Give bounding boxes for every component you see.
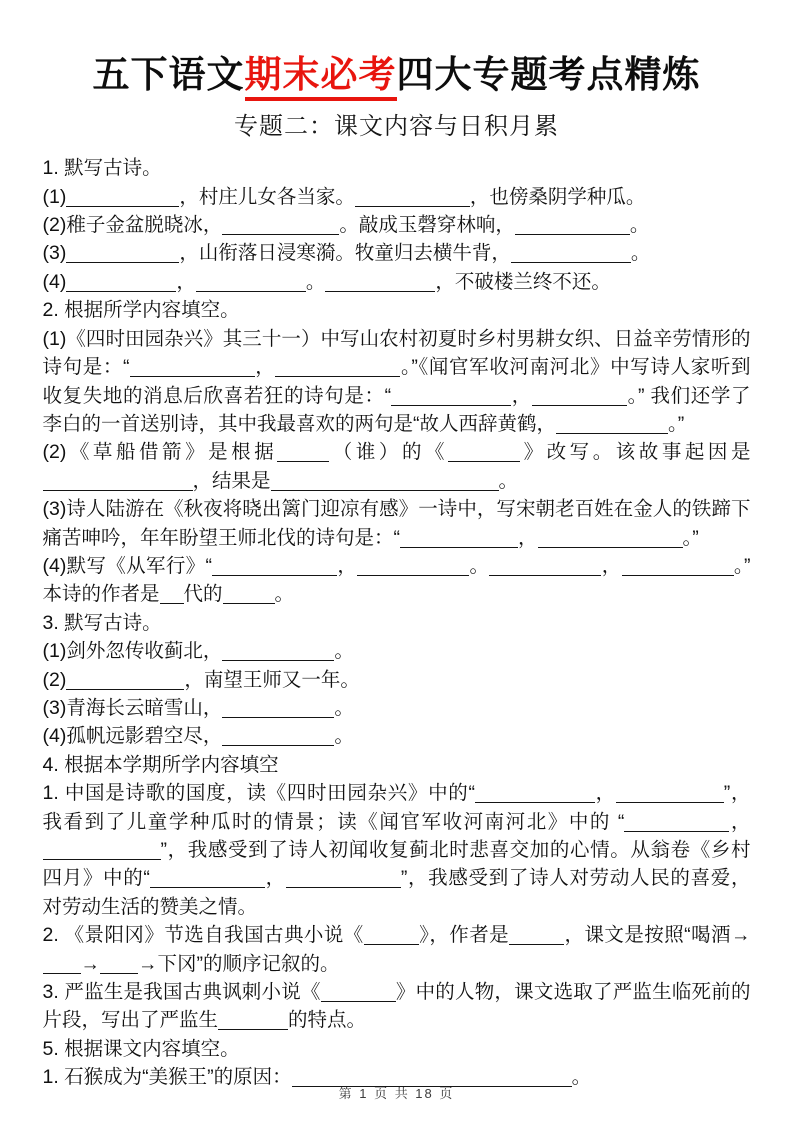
question-line xyxy=(43,268,751,296)
fill-in-blank xyxy=(43,841,161,861)
fill-in-blank xyxy=(532,386,627,406)
text-run: (3) xyxy=(42,242,67,265)
fill-in-blank xyxy=(538,528,683,548)
text-run: 。 xyxy=(334,725,354,748)
text-run: (2) xyxy=(42,668,67,691)
text-run: ， xyxy=(264,867,286,890)
fill-in-blank xyxy=(364,926,419,946)
text-run: 。 xyxy=(469,554,490,577)
text-run: 。” 本诗的作者是 xyxy=(42,554,751,606)
question-line xyxy=(43,438,751,495)
fill-in-blank xyxy=(222,698,334,718)
text-run: ，不破楼兰终不还。 xyxy=(435,270,611,293)
text-run: ”，我看到了儿童学种瓜时的情景；读《闻官军收河南河北》中的 “ xyxy=(42,782,751,833)
title-prefix: 五下语文 xyxy=(92,54,245,95)
text-run: ， xyxy=(601,554,622,577)
text-run: 。 xyxy=(274,583,295,606)
text-run: 。 xyxy=(571,1066,592,1089)
question-line xyxy=(43,552,751,609)
text-run: 4. 根据本学期所学内容填空 xyxy=(42,753,279,776)
fill-in-blank xyxy=(275,358,400,378)
text-run: 1. 中国是诗歌的国度，读《四时田园杂兴》中的“ xyxy=(42,782,475,805)
question-line xyxy=(43,325,751,439)
text-run: ， xyxy=(176,270,196,293)
text-run: ， xyxy=(594,782,616,805)
text-run: ，也傍桑阴学种瓜。 xyxy=(469,185,646,208)
text-run: ”，我感受到了诗人初闻收复蓟北时悲喜交加的心情。从翁卷《乡村四月》中的“ xyxy=(42,839,751,890)
text-run: 。” 我们还学了李白的一首送别诗，其中我最喜欢的两句是“故人西辞黄鹤， xyxy=(42,384,751,435)
fill-in-blank xyxy=(509,926,564,946)
question-line xyxy=(43,637,751,665)
fill-in-blank xyxy=(222,642,334,662)
question-line xyxy=(43,296,751,324)
fill-in-blank xyxy=(448,443,520,463)
text-run: ，课文是按照“喝酒→ xyxy=(564,924,751,947)
fill-in-blank xyxy=(556,414,668,434)
text-run: ， xyxy=(254,356,276,379)
fill-in-blank xyxy=(616,784,724,804)
page-number-footer: 第 1 页 共 18 页 xyxy=(338,1086,455,1101)
text-run: ， xyxy=(337,554,358,577)
fill-in-blank xyxy=(286,869,401,889)
fill-in-blank xyxy=(622,556,734,576)
text-run: 。”《闻官军收河南河北》中写诗人家听到收复失地的消息后欣喜若狂的诗句是：“ xyxy=(42,356,751,407)
text-run: 。 xyxy=(305,270,326,293)
text-run: ， xyxy=(511,384,532,407)
fill-in-blank xyxy=(222,216,339,236)
text-run: (4)孤帆远影碧空尽， xyxy=(42,725,223,748)
fill-in-blank xyxy=(66,187,179,207)
question-line xyxy=(43,609,751,637)
text-run: ，村庄儿女各当家。 xyxy=(179,185,355,208)
fill-in-blank xyxy=(624,812,729,832)
text-run: 。 xyxy=(498,469,519,492)
fill-in-blank xyxy=(391,386,511,406)
fill-in-blank xyxy=(271,471,499,491)
question-line xyxy=(43,183,751,211)
page-subtitle: 专题二：课文内容与日积月累 xyxy=(234,113,559,141)
question-line xyxy=(43,495,751,552)
fill-in-blank xyxy=(511,244,631,264)
fill-in-blank xyxy=(400,528,518,548)
question-line xyxy=(43,751,751,779)
text-run: 。” xyxy=(682,526,699,549)
fill-in-blank xyxy=(100,954,138,974)
title-highlight: 期末必考 xyxy=(245,54,397,101)
question-line xyxy=(43,978,751,1035)
text-run: 。 xyxy=(630,242,651,265)
text-run: 》，作者是 xyxy=(418,924,510,947)
question-line xyxy=(43,666,751,694)
question-line xyxy=(43,1035,751,1063)
text-run: (2)稚子金盆脱晓冰， xyxy=(42,214,223,237)
text-run: (1)剑外忽传收蓟北， xyxy=(42,640,223,663)
fill-in-blank xyxy=(357,556,469,576)
text-run: 》中的人物，课文选取了严监生临死前的片段，写出了严监生 xyxy=(42,981,751,1032)
text-run: ，南望王师又一年。 xyxy=(184,668,360,691)
question-line xyxy=(43,154,751,182)
text-run: 。敲成玉磬穿林响， xyxy=(339,214,515,237)
title-suffix: 四大专题考点精炼 xyxy=(396,54,701,95)
fill-in-blank xyxy=(196,272,306,292)
fill-in-blank xyxy=(321,983,396,1003)
text-run: 的特点。 xyxy=(288,1009,367,1032)
fill-in-blank xyxy=(223,585,275,605)
fill-in-blank xyxy=(355,187,470,207)
fill-in-blank xyxy=(212,556,337,576)
text-run: (4)默写《从军行》“ xyxy=(42,554,213,577)
text-run: (1) xyxy=(42,185,67,208)
fill-in-blank xyxy=(277,443,329,463)
text-run: 5. 根据课文内容填空。 xyxy=(42,1037,240,1060)
text-run: →下冈”的顺序记叙的。 xyxy=(138,952,340,975)
text-run: 。 xyxy=(334,640,354,663)
text-run: (1)《四时田园杂兴》其三十一）中写山农村初夏时乡村男耕女织、日益辛劳情形的诗句是：“ xyxy=(42,327,751,379)
text-run: ， xyxy=(729,810,751,833)
text-run: 》改写。该故事起因是 xyxy=(520,441,751,464)
fill-in-blank xyxy=(489,556,601,576)
fill-in-blank xyxy=(160,585,184,605)
fill-in-blank xyxy=(325,272,435,292)
text-run: 1. 石猴成为“美猴王”的原因： xyxy=(42,1066,292,1089)
text-run: 3. 默写古诗。 xyxy=(42,611,162,634)
fill-in-blank xyxy=(475,784,595,804)
text-run: ，山衔落日浸寒漪。牧童归去横牛背， xyxy=(179,242,511,265)
text-run: (3)诗人陆游在《秋夜将晓出篱门迎凉有感》一诗中，写宋朝老百姓在金人的铁蹄下痛苦呻吟，年年盼望王师北伐的诗句是：“ xyxy=(42,498,751,549)
text-run: (2)《草船借箭》是根据 xyxy=(42,441,278,464)
text-run: 代的 xyxy=(183,583,223,606)
text-run: (4) xyxy=(42,270,67,293)
text-run: （谁）的《 xyxy=(329,441,449,464)
text-run: 。 xyxy=(629,214,650,237)
text-run: ”，我感受到了诗人对劳动人民的喜爱，对劳动生活的赞美之情。 xyxy=(42,867,751,918)
question-line xyxy=(43,694,751,722)
text-run: 2. 根据所学内容填空。 xyxy=(42,299,240,322)
fill-in-blank xyxy=(66,670,184,690)
fill-in-blank xyxy=(43,954,81,974)
question-line xyxy=(43,779,751,921)
fill-in-blank xyxy=(222,727,334,747)
page-title xyxy=(0,0,793,98)
text-run: 3. 严监生是我国古典讽刺小说《 xyxy=(42,981,321,1004)
question-line xyxy=(43,239,751,267)
fill-in-blank xyxy=(218,1011,288,1031)
text-run: 1. 默写古诗。 xyxy=(42,157,162,180)
fill-in-blank xyxy=(66,272,176,292)
question-line xyxy=(43,722,751,750)
text-run: ，结果是 xyxy=(192,469,271,492)
question-list xyxy=(43,154,751,1091)
text-run: 。 xyxy=(334,696,354,719)
text-run: 2. 《景阳冈》节选自我国古典小说《 xyxy=(42,924,364,947)
question-line xyxy=(43,211,751,239)
fill-in-blank xyxy=(43,471,193,491)
text-run: (3)青海长云暗雪山， xyxy=(42,696,223,719)
text-run: ， xyxy=(518,526,538,549)
fill-in-blank xyxy=(66,244,179,264)
fill-in-blank xyxy=(130,358,255,378)
text-run: → xyxy=(80,952,100,975)
fill-in-blank xyxy=(150,869,265,889)
question-line xyxy=(43,921,751,978)
fill-in-blank xyxy=(515,216,630,236)
text-run: 。” xyxy=(668,412,685,435)
